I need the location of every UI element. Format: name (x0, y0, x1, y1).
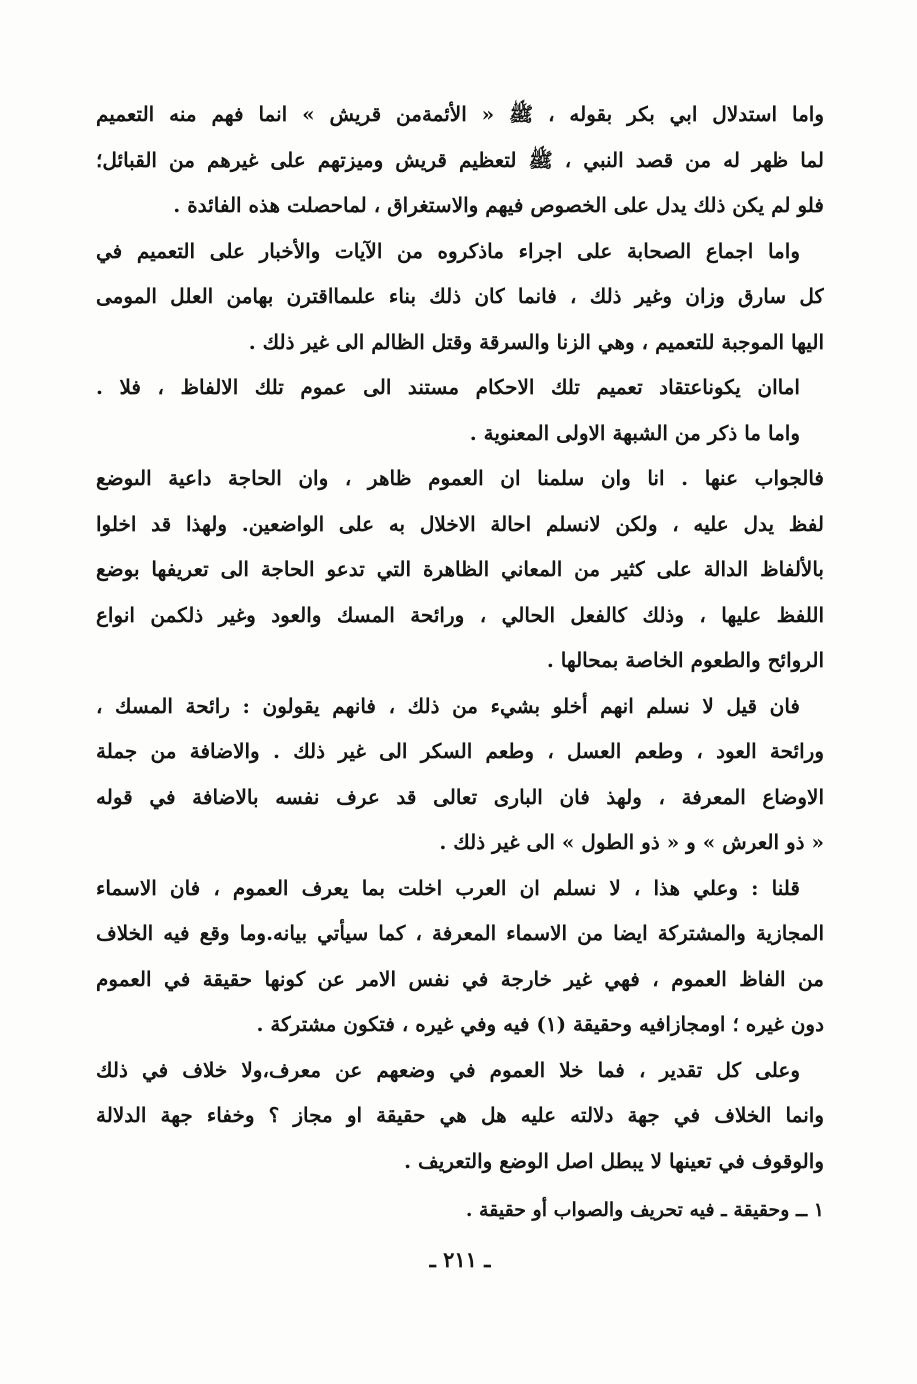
text-line: بالألفاظ الدالة على كثير من المعاني الظاهرة التي تدعو الحاجة الى تعريفها بوضع (96, 557, 824, 581)
text-line: واما اجماع الصحابة على اجراء ماذكروه من الآيات والأخبار على التعميم في (96, 238, 800, 263)
text-line: قلنا : وعلي هذا ، لا نسلم ان العرب اخلت بما يعرف العموم ، فان الاسماء (96, 875, 800, 900)
text-line: اماان يكوناعتقاد تعميم تلك الاحكام مستند الى عموم تلك الالفاظ ، فلا . (96, 375, 800, 399)
text-line: اللفظ عليها ، وذلك كالفعل الحالي ، ورائحة المسك والعود وغير ذلكمن انواع (96, 602, 824, 627)
text-line: واما استدلال ابي بكر بقوله ، ﷺ « الأئمةمن قريش » انما فهم منه التعميم (96, 102, 824, 126)
text-line: والوقوف في تعينها لا يبطل اصل الوضع والتعريف . (404, 1148, 824, 1173)
text-line: لما ظهر له من قصد النبي ، ﷺ لتعظيم قريش وميزتهم على غيرهم من القبائل؛ (96, 147, 824, 172)
page-body-text (96, 92, 824, 1184)
text-line: الروائح والطعوم الخاصة بمحالها . (546, 648, 824, 672)
text-line: « ذو العرش » و « ذو الطول » الى غير ذلك . (439, 830, 824, 854)
text-line: كل سارق وزان وغير ذلك ، فانما كان ذلك بناء علىمااقترن بهامن العلل المومى (96, 284, 824, 308)
text-line: فان قيل لا نسلم انهم أخلو بشيء من ذلك ، فانهم يقولون : رائحة المسك ، (96, 693, 800, 718)
text-line: وعلى كل تقدير ، فما خلا العموم في وضعهم عن معرف،ولا خلاف في ذلك (96, 1057, 800, 1082)
text-line: المجازية والمشتركة ايضا من الاسماء المعرفة ، كما سيأتي بيانه.وما وقع فيه الخلاف (96, 921, 824, 945)
text-line: واما ما ذكر من الشبهة الاولى المعنوية . (469, 420, 800, 445)
text-line: من الفاظ العموم ، فهي غير خارجة في نفس الامر عن كونها حقيقة في العموم (96, 966, 824, 991)
text-line: فالجواب عنها . انا وان سلمنا ان العموم ظاهر ، وان الحاجة داعية الىوضع (96, 466, 824, 490)
page-number: ـ ٢١١ ـ (429, 1247, 491, 1272)
footnote: ١ ــ وحقيقة ـ فيه تحريف والصواب أو حقيقة . (465, 1199, 824, 1221)
text-line: الاوضاع المعرفة ، ولهذ فان البارى تعالى قد عرف نفسه بالاضافة في قوله (96, 784, 824, 809)
text-line: اليها الموجبة للتعميم ، وهي الزنا والسرقة وقتل الظالم الى غير ذلك . (248, 329, 824, 354)
text-line: ورائحة العود ، وطعم العسل ، وطعم السكر الى غير ذلك . والاضافة من جملة (96, 739, 824, 763)
text-line: فلو لم يكن ذلك يدل على الخصوص فيهم والاستغراق ، لماحصلت هذه الفائدة . (173, 193, 824, 217)
text-line: وانما الخلاف في جهة دلالته عليه هل هي حقيقة او مجاز ؟ وخفاء جهة الدلالة (96, 1103, 824, 1127)
text-line: لفظ يدل عليه ، ولكن لانسلم احالة الاخلال به على الواضعين. ولهذا قد اخلوا (96, 511, 824, 536)
text-line: دون غيره ؛ اومجازافيه وحقيقة (١) فيه وفي غيره ، فتكون مشتركة . (256, 1012, 824, 1036)
